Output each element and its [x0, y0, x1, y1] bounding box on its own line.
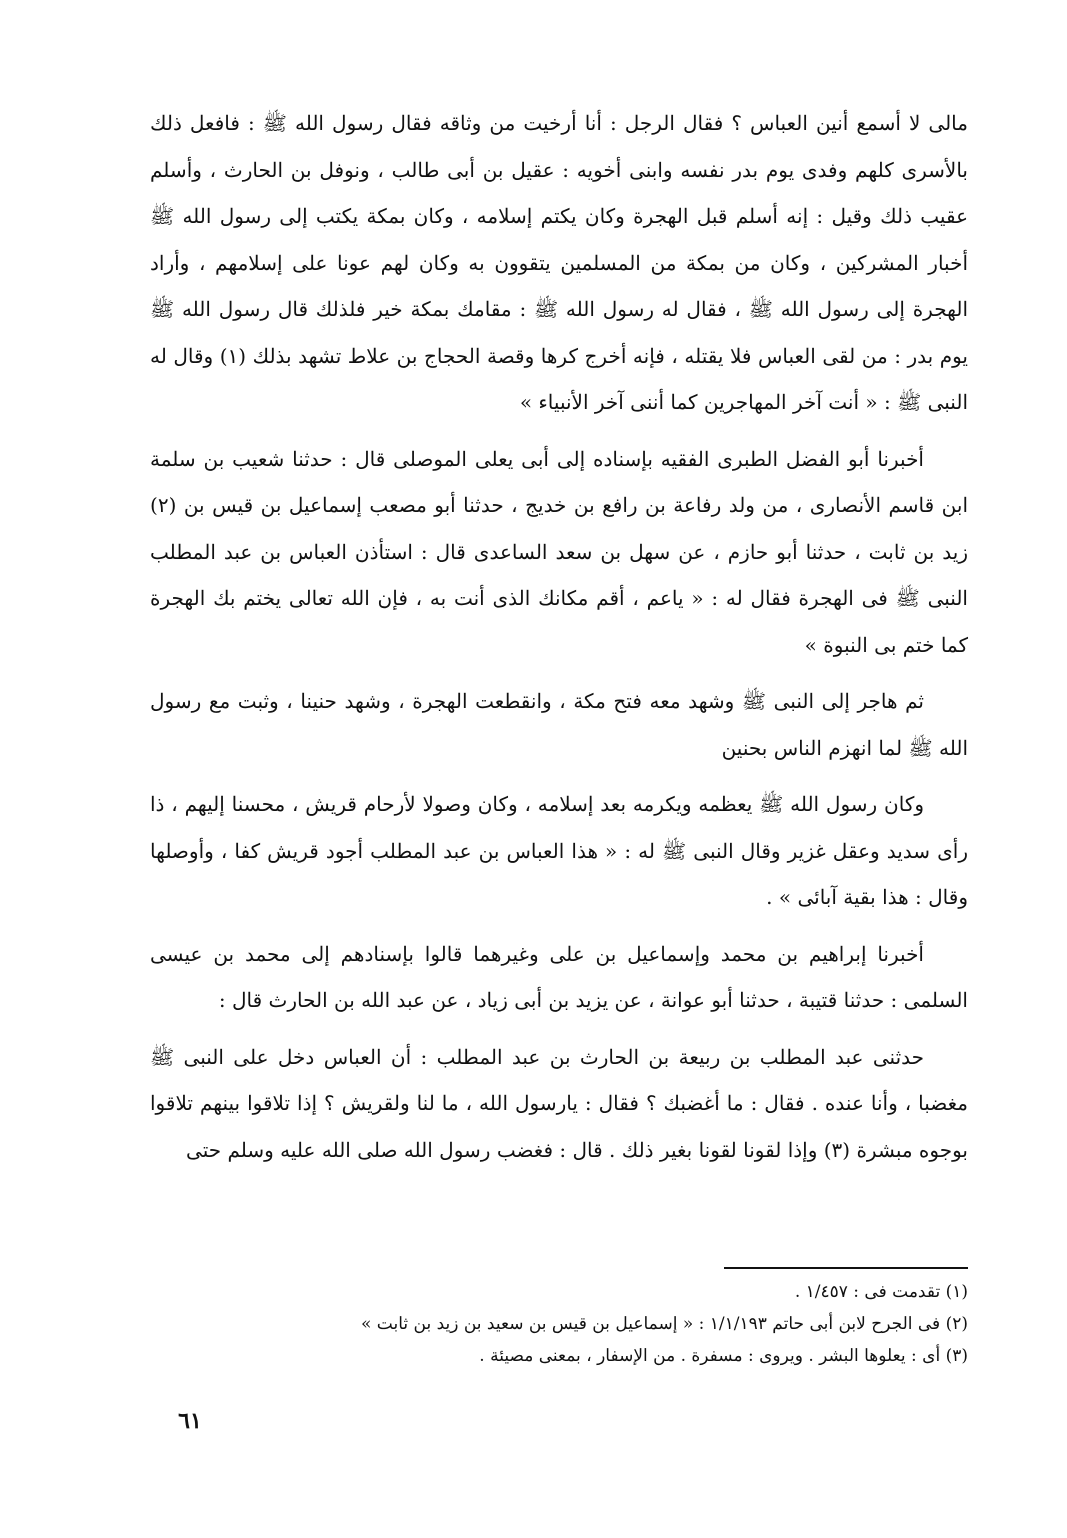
main-text-block — [150, 100, 968, 1183]
footnote-3: (٣) أى : يعلوها البشر . ويروى : مسفرة . من الإسفار ، بمعنى مصيئة . — [479, 1346, 968, 1366]
footnote-2: (٢) فى الجرح لابن أبى حاتم ١/١/١٩٣ : « إسماعيل بن قيس بن سعيد بن زيد بن ثابت » — [360, 1314, 968, 1334]
paragraph-1: مالى لا أسمع أنين العباس ؟ فقال الرجل : أنا أرخيت من وثاقه فقال رسول الله ﷺ : فافعل ذلك بالأسرى كلهم وفدى يوم بدر نفسه وابنى أخويه : عقيل بن أبى طالب ، ونوفل بن الحارث ، وأسلم عقيب ذلك وقيل : إنه أسلم قبل الهجرة وكان يكتم إسلامه ، وكان بمكة يكتب إلى رسول الله ﷺ أخبار المشركين ، وكان من بمكة من المسلمين يتقوون به وكان لهم عونا على إسلامهم ، وأراد الهجرة إلى رسول الله ﷺ ، فقال له رسول الله ﷺ : مقامك بمكة خير فلذلك قال رسول الله ﷺ يوم بدر : من لقى العباس فلا يقتله ، فإنه أخرج كرها وقصة الحجاج بن علاط تشهد بذلك (١) وقال له النبى ﷺ : « أنت آخر المهاجرين كما أننى آخر الأنبياء » — [150, 111, 969, 414]
paragraph-3: ثم هاجر إلى النبى ﷺ وشهد معه فتح مكة ، وانقطعت الهجرة ، وشهد حنينا ، وثبت مع رسول الله ﷺ لما انهزم الناس بحنين — [150, 689, 968, 760]
footnote-1: (١) تقدمت فى : ١/٤٥٧ . — [794, 1282, 968, 1302]
page-number: ٦١ — [178, 1408, 202, 1434]
footnote-divider — [724, 1267, 968, 1269]
paragraph-5: أخبرنا إبراهيم بن محمد وإسماعيل بن على وغيرهما قالوا بإسنادهم إلى محمد بن عيسى السلمى : حدثنا قتيبة ، حدثنا أبو عوانة ، عن يزيد بن أبى زياد ، عن عبد الله بن الحارث قال : — [150, 941, 968, 1012]
paragraph-6: حدثنى عبد المطلب بن ربيعة بن الحارث بن عبد المطلب : أن العباس دخل على النبى ﷺ مغضبا ، وأنا عنده . فقال : ما أغضبك ؟ فقال : يارسول الله ، ما لنا ولقريش ؟ إذا تلاقوا بينهم تلاقوا بوجوه مبشرة (٣) وإذا لقونا لقونا بغير ذلك . قال : فغضب رسول الله صلى الله عليه وسلم حتى — [150, 1044, 968, 1162]
footnotes — [230, 1276, 968, 1372]
paragraph-2: أخبرنا أبو الفضل الطبرى الفقيه بإسناده إلى أبى يعلى الموصلى قال : حدثنا شعيب بن سلمة ابن قاسم الأنصارى ، من ولد رفاعة بن رافع بن خديج ، حدثنا أبو مصعب إسماعيل بن قيس بن (٢) زيد بن ثابت ، حدثنا أبو حازم ، عن سهل بن سعد الساعدى قال : استأذن العباس بن عبد المطلب النبى ﷺ فى الهجرة فقال له : « ياعم ، أقم مكانك الذى أنت به ، فإن الله تعالى يختم بك الهجرة كما ختم بى النبوة » — [150, 446, 968, 657]
paragraph-4: وكان رسول الله ﷺ يعظمه ويكرمه بعد إسلامه ، وكان وصولا لأرحام قريش ، محسنا إليهم ، ذا رأى سديد وعقل غزير وقال النبى ﷺ له : « هذا العباس بن عبد المطلب أجود قريش كفا ، وأوصلها وقال : هذا بقية آبائى » . — [150, 792, 968, 909]
